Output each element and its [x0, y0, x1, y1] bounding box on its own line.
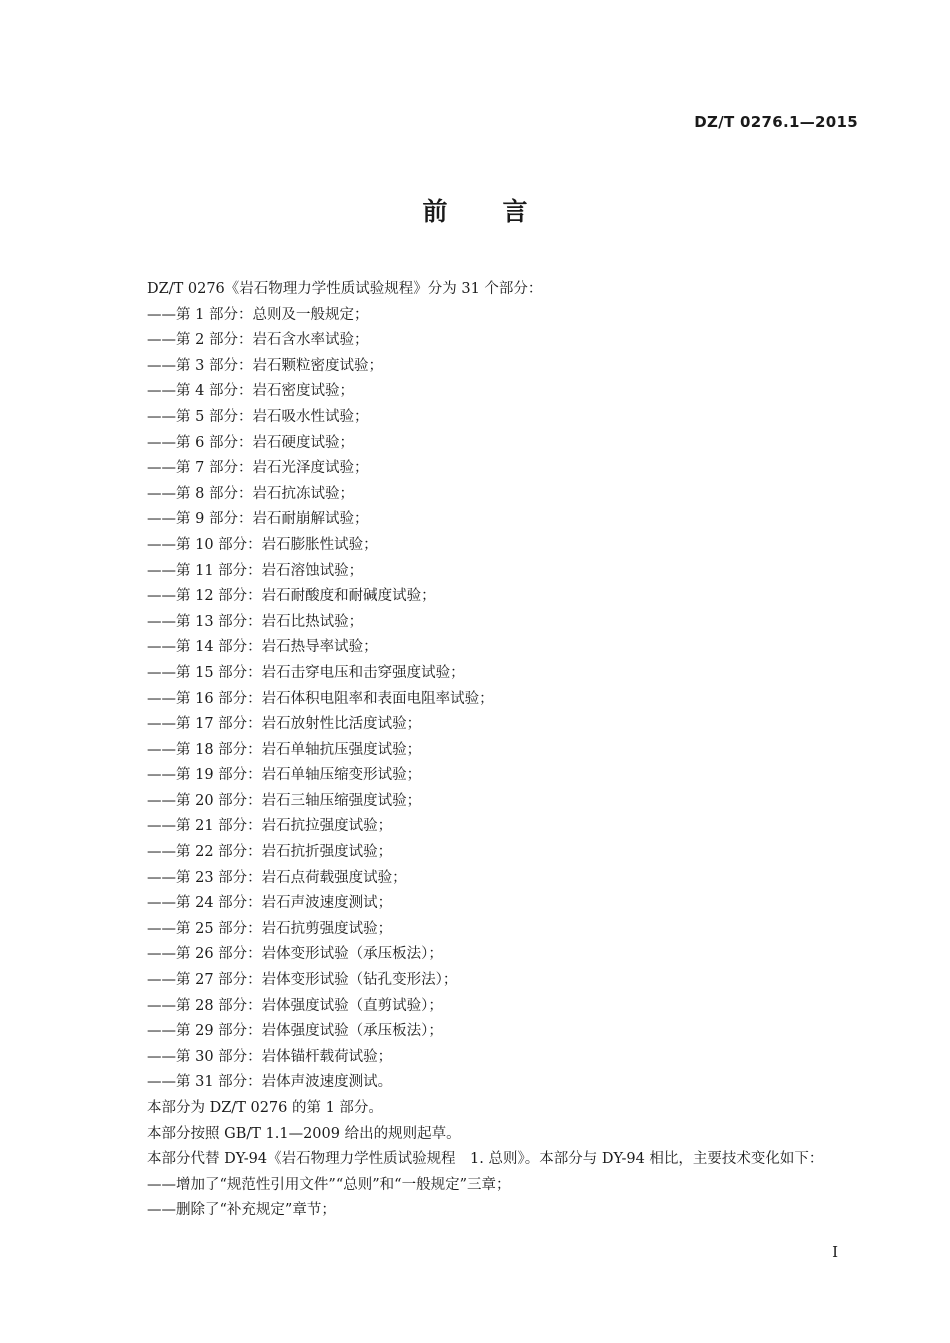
list-item: ——第 31 部分：岩体声波速度测试。: [147, 1074, 393, 1091]
list-item: ——第 18 部分：岩石单轴抗压强度试验；: [147, 741, 422, 758]
list-item: ——第 25 部分：岩石抗剪强度试验；: [147, 920, 393, 937]
list-item: ——第 12 部分：岩石耐酸度和耐碱度试验；: [147, 588, 436, 605]
changes-list: [115, 1173, 860, 1224]
document-code: DZ/T 0276.1—2015: [694, 113, 858, 131]
list-item: ——第 24 部分：岩石声波速度测试；: [147, 895, 393, 912]
list-item: ——第 7 部分：岩石光泽度试验；: [147, 460, 369, 477]
list-item: ——第 13 部分：岩石比热试验；: [147, 613, 364, 630]
list-item: ——第 28 部分：岩体强度试验（直剪试验）；: [147, 997, 443, 1014]
replacement-statement: 本部分代替 DY-94《岩石物理力学性质试验规程 1. 总则》。本部分与 DY-94 相比，主要技术变化如下：: [147, 1151, 824, 1168]
list-item: ——第 2 部分：岩石含水率试验；: [147, 332, 369, 349]
list-item: ——第 22 部分：岩石抗折强度试验；: [147, 844, 393, 861]
list-item: ——第 16 部分：岩石体积电阻率和表面电阻率试验；: [147, 690, 494, 707]
list-item: ——第 3 部分：岩石颗粒密度试验；: [147, 357, 383, 374]
list-item: ——第 8 部分：岩石抗冻试验；: [147, 485, 354, 502]
list-item: ——第 10 部分：岩石膨胀性试验；: [147, 536, 378, 553]
list-item: ——第 1 部分：总则及一般规定；: [147, 306, 369, 323]
list-item: ——第 27 部分：岩体变形试验（钻孔变形法）；: [147, 972, 458, 989]
list-item: ——第 23 部分：岩石点荷载强度试验；: [147, 869, 407, 886]
page-title: 前言: [422, 197, 583, 226]
page-number: I: [832, 1243, 838, 1261]
drafting-rule-statement: 本部分按照 GB/T 1.1—2009 给出的规则起草。: [147, 1125, 461, 1142]
list-item: ——增加了“规范性引用文件”“总则”和“一般规定”三章；: [147, 1176, 511, 1193]
list-item: ——第 29 部分：岩体强度试验（承压板法）；: [147, 1023, 443, 1040]
list-item: ——第 5 部分：岩石吸水性试验；: [147, 408, 369, 425]
intro-paragraph: DZ/T 0276《岩石物理力学性质试验规程》分为 31 个部分：: [147, 281, 543, 297]
foreword-body: [115, 277, 860, 1224]
list-item: ——第 17 部分：岩石放射性比活度试验；: [147, 716, 422, 733]
list-item: ——第 15 部分：岩石击穿电压和击穿强度试验；: [147, 664, 465, 681]
list-item: ——第 20 部分：岩石三轴压缩强度试验；: [147, 792, 422, 809]
list-item: ——第 19 部分：岩石单轴压缩变形试验；: [147, 767, 422, 784]
list-item: ——第 21 部分：岩石抗拉强度试验；: [147, 818, 393, 835]
list-item: ——第 11 部分：岩石溶蚀试验；: [147, 562, 364, 579]
parts-list: [115, 303, 860, 1096]
list-item: ——删除了“补充规定”章节；: [147, 1202, 336, 1219]
list-item: ——第 30 部分：岩体锚杆载荷试验；: [147, 1048, 393, 1065]
list-item: ——第 4 部分：岩石密度试验；: [147, 383, 354, 400]
list-item: ——第 6 部分：岩石硬度试验；: [147, 434, 354, 451]
list-item: ——第 14 部分：岩石热导率试验；: [147, 639, 378, 656]
list-item: ——第 26 部分：岩体变形试验（承压板法）；: [147, 946, 443, 963]
list-item: ——第 9 部分：岩石耐崩解试验；: [147, 511, 369, 528]
part-statement: 本部分为 DZ/T 0276 的第 1 部分。: [147, 1100, 383, 1116]
